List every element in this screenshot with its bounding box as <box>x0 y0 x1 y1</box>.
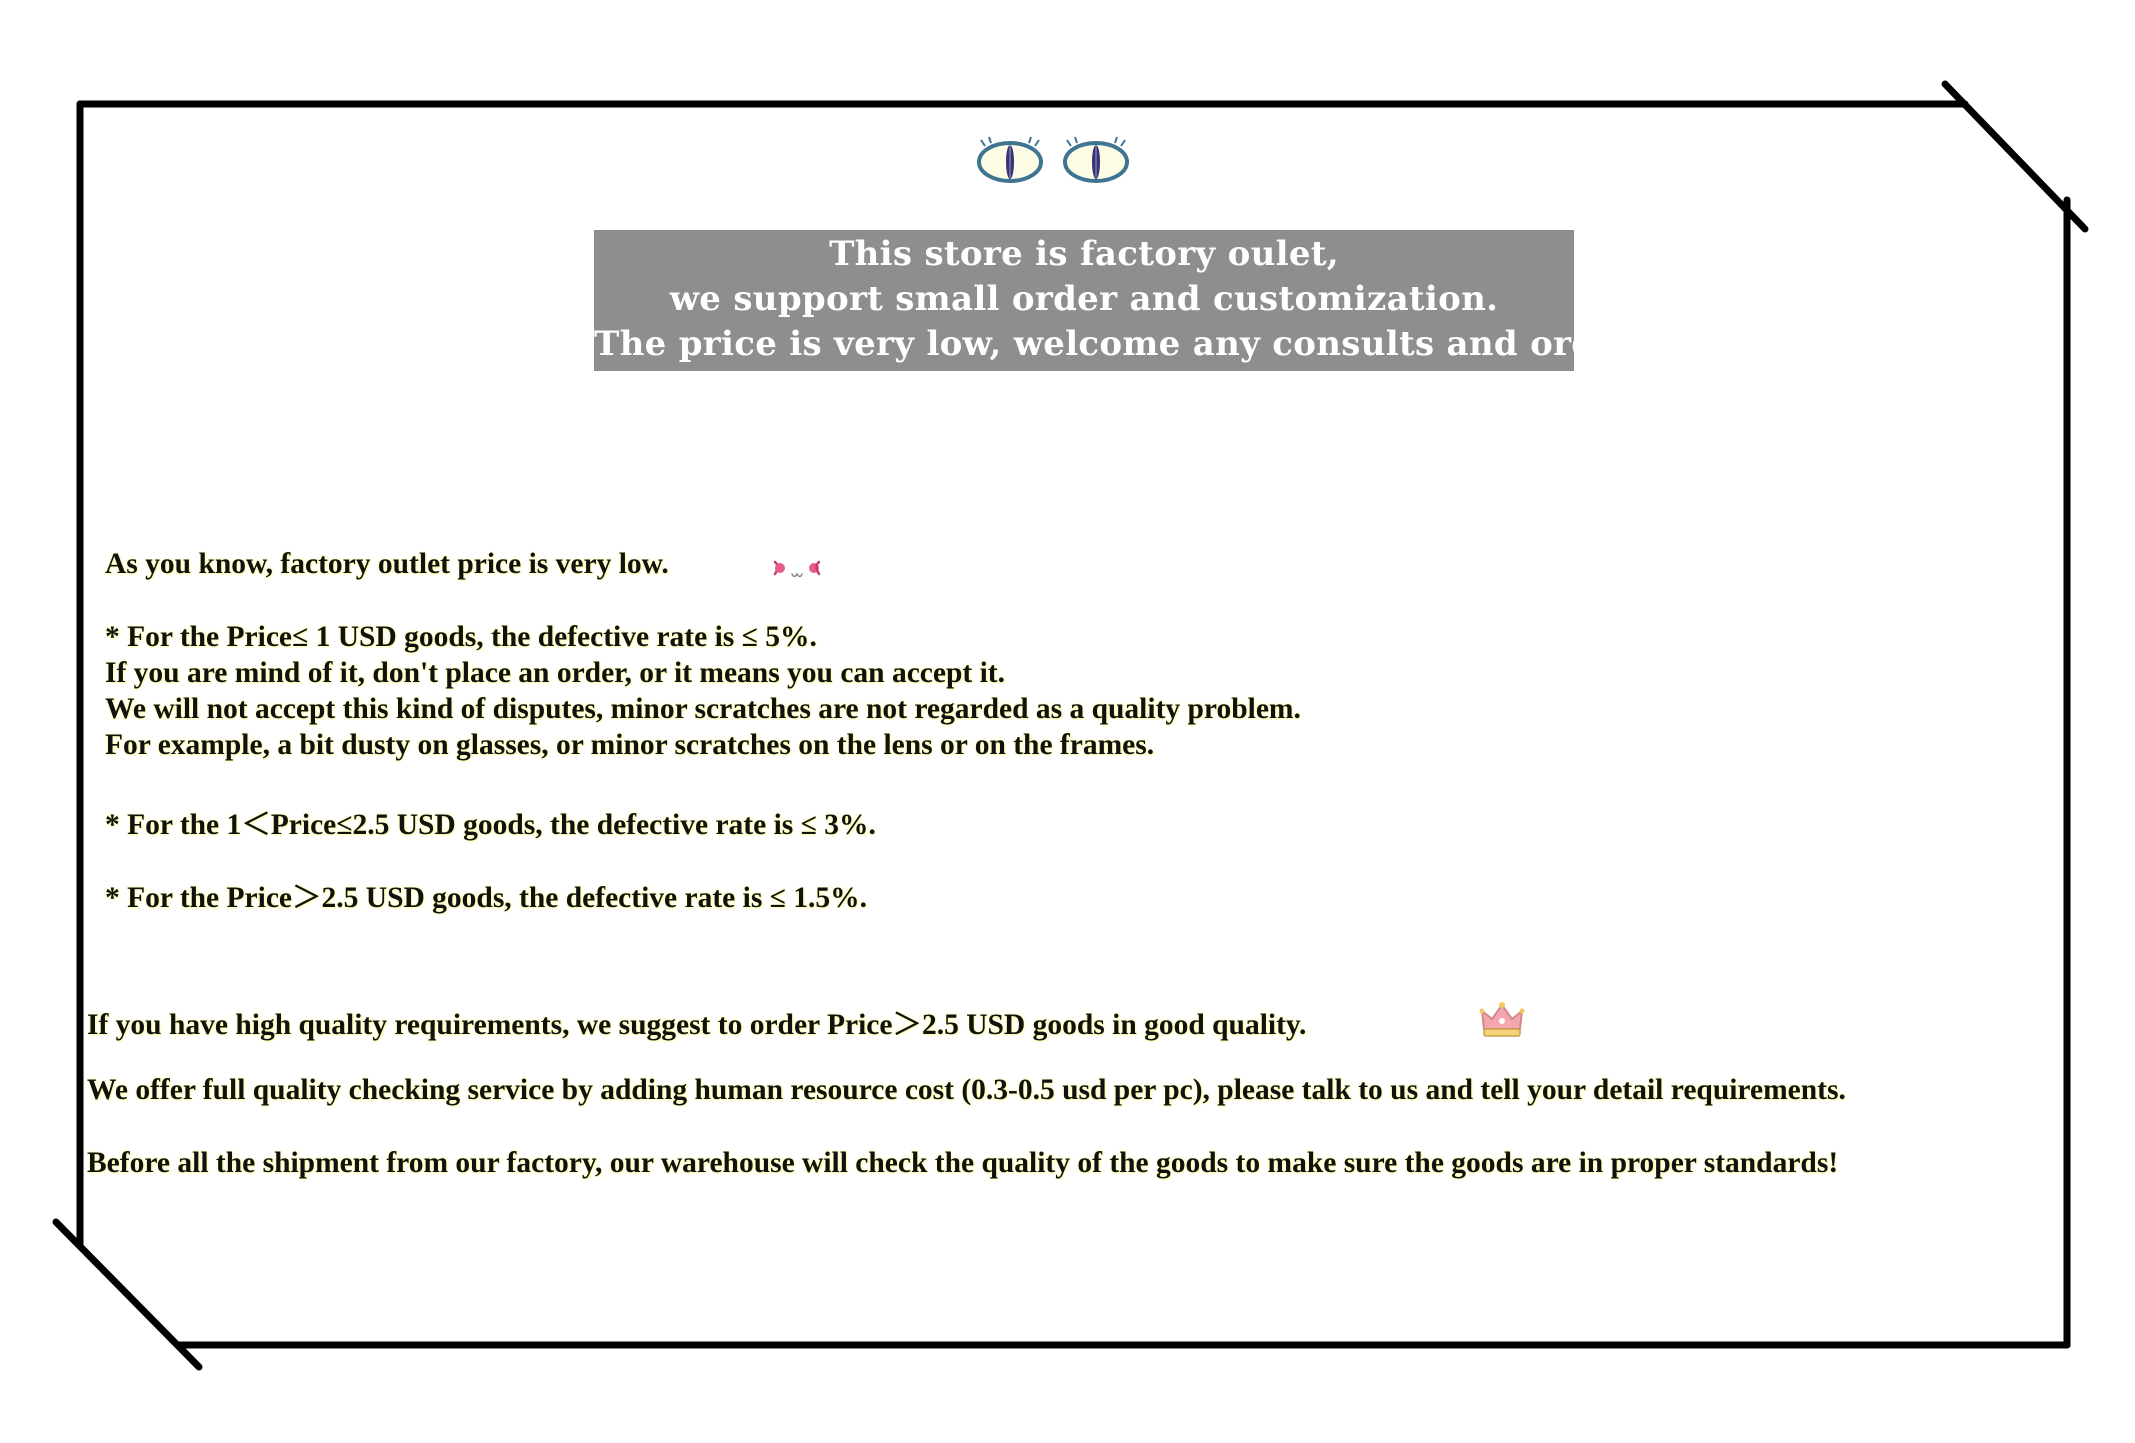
cat-eyes-icon <box>975 134 1141 184</box>
banner-line-3: The price is very low, welcome any consults and orders! <box>594 324 1671 364</box>
cute-face-icon <box>770 554 824 584</box>
factory-outlet-banner <box>594 230 1671 371</box>
crown-icon <box>1478 999 1526 1043</box>
tier1-heading: * For the Price≤ 1 USD goods, the defective rate is ≤ 5%. <box>105 621 817 653</box>
banner-line-2: we support small order and customization. <box>669 279 1499 319</box>
quality-suggestion-text: If you have high quality requirements, we suggest to order Price＞2.5 USD goods in good quality. <box>87 1009 1307 1041</box>
shipment-check-text: Before all the shipment from our factory, our warehouse will check the quality of the goods to make sure the goods are in proper standards! <box>87 1147 1839 1179</box>
tier1-line-4: For example, a bit dusty on glasses, or minor scratches on the lens or on the frames. <box>105 729 1155 761</box>
tier2-text: * For the 1＜Price≤2.5 USD goods, the defective rate is ≤ 3%. <box>105 809 876 841</box>
intro-text: As you know, factory outlet price is very low. <box>105 548 669 580</box>
tier1-line-3: We will not accept this kind of disputes, minor scratches are not regarded as a quality problem. <box>105 693 1301 725</box>
tier3-text: * For the Price＞2.5 USD goods, the defective rate is ≤ 1.5%. <box>105 882 868 914</box>
tier1-line-2: If you are mind of it, don't place an order, or it means you can accept it. <box>105 657 1005 689</box>
checking-service-text: We offer full quality checking service by adding human resource cost (0.3-0.5 usd per pc), please talk to us and tell your detail requirements. <box>87 1074 1846 1106</box>
banner-line-1: This store is factory oulet, <box>829 234 1339 274</box>
